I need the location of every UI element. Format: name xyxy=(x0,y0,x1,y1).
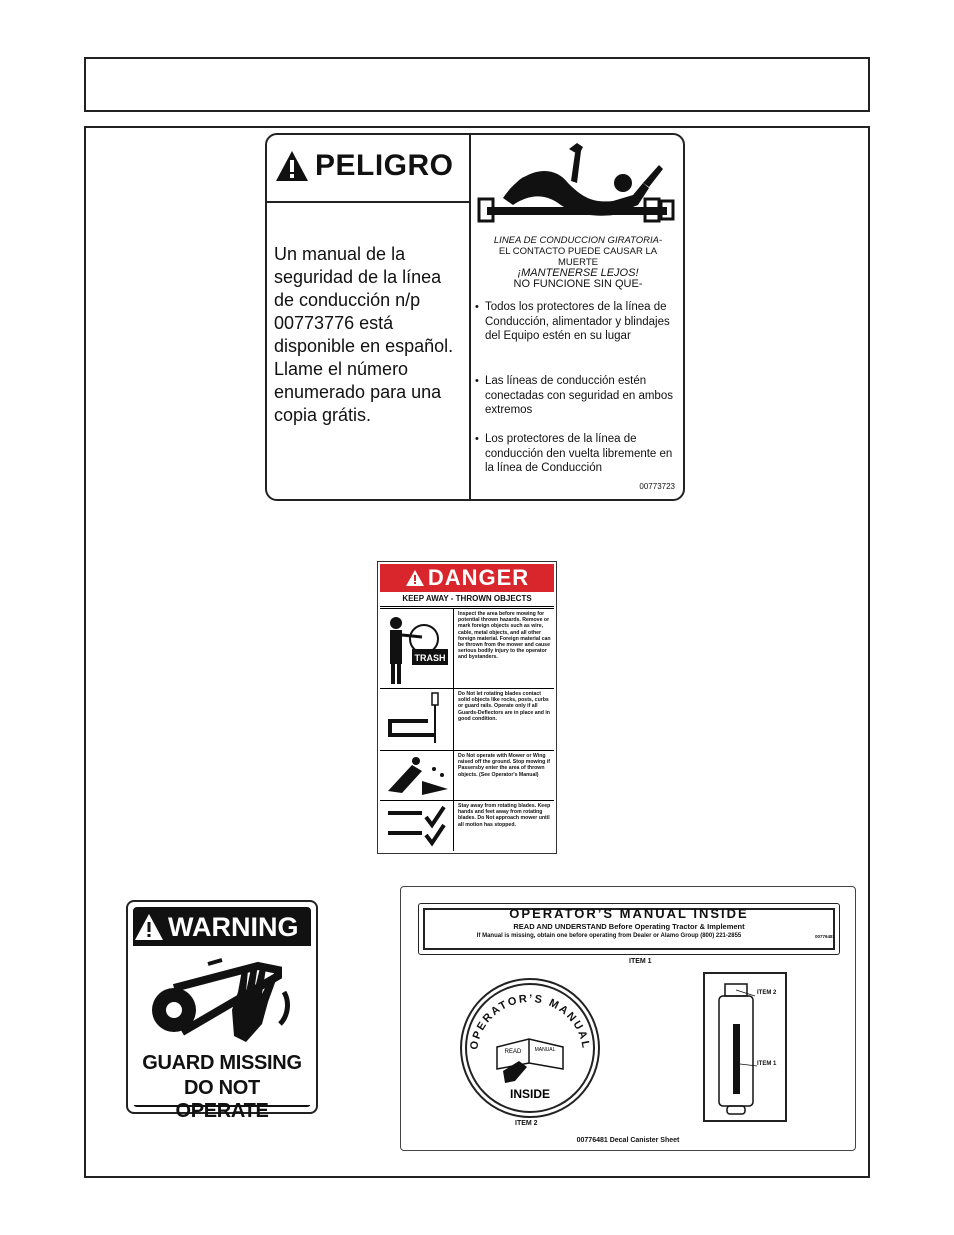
om-decal-number: 00776481 xyxy=(814,934,835,939)
peligro-title: PELIGRO xyxy=(275,149,454,183)
peligro-part-number: 00773723 xyxy=(639,482,675,491)
canister-item2-callout: ITEM 2 xyxy=(757,990,777,996)
peligro-decal xyxy=(265,133,685,501)
operators-manual-circle-icon xyxy=(459,977,601,1119)
manual-label: MANUAL xyxy=(534,1047,556,1053)
danger-row xyxy=(380,750,554,801)
driveline-entanglement-icon xyxy=(473,143,681,238)
rotating-blade-icon xyxy=(382,801,452,849)
danger-row xyxy=(380,800,554,851)
inside-label: INSIDE xyxy=(509,1087,551,1101)
danger-decal xyxy=(377,561,557,854)
header-box xyxy=(84,57,870,112)
danger-row-text: Do Not operate with Mower or Wing raised off the ground. Stop mowing if Passersby enter the area of thrown objects. (See Operator's Manual) xyxy=(458,753,550,778)
peligro-bullet: • Todos los protectores de la línea de Conducción, alimentador y blindajes del Equipo estén en su lugar xyxy=(475,301,670,342)
canister-item1-callout: ITEM 1 xyxy=(757,1061,777,1067)
warning-triangle-icon xyxy=(405,569,425,587)
om-title: OPERATOR’S MANUAL INSIDE xyxy=(509,906,749,921)
thrown-objects-icon xyxy=(382,751,452,799)
om-small-print: If Manual is missing, obtain one before operating from Dealer or Alamo Group (800) 221-2855 xyxy=(476,933,742,939)
peligro-head-line4: NO FUNCIONE SIN QUE- xyxy=(513,278,643,290)
danger-row-text: Do Not let rotating blades contact solid objects like rocks, posts, curbs or guard rails. Operate only if all Guards-Deflectors are in place and in good condition. xyxy=(458,691,550,722)
danger-row xyxy=(380,608,554,689)
canister-illustration xyxy=(703,972,787,1122)
warning-line1: GUARD MISSING xyxy=(142,1052,302,1074)
item2-label: ITEM 2 xyxy=(515,1120,538,1127)
warning-line2: DO NOT OPERATE xyxy=(175,1077,269,1122)
trash-label: TRASH xyxy=(414,653,446,663)
blade-contact-icon xyxy=(382,689,452,749)
operators-manual-decal xyxy=(418,903,840,955)
read-label: READ xyxy=(504,1049,522,1055)
peligro-head-line3: ¡MANTENERSE LEJOS! xyxy=(517,267,639,279)
circle-text: OPERATOR’S MANUAL xyxy=(468,992,592,1051)
danger-row-text: Stay away from rotating blades. Keep hands and feet away from rotating blades. Do Not approach mower until all motion has stopped. xyxy=(458,803,551,828)
peligro-head-line2: EL CONTACTO PUEDE CAUSAR LA MUERTE xyxy=(498,246,658,268)
peligro-bullet: • Los protectores de la línea de conducción den vuelta libremente en la línea de Conducción xyxy=(475,433,673,474)
danger-row xyxy=(380,688,554,751)
peligro-manual-note: Un manual de la seguridad de la línea de conducción n/p 00773776 está disponible en español. Llame el número enumerado para una copia grátis. xyxy=(274,244,454,425)
om-subtitle: READ AND UNDERSTAND Before Operating Tractor & Implement xyxy=(513,922,745,931)
warning-title: WARNING xyxy=(134,909,310,945)
item1-label: ITEM 1 xyxy=(629,958,652,965)
peligro-head-line1: LINEA DE CONDUCCION GIRATORIA- xyxy=(493,235,663,246)
trash-inspection-icon xyxy=(382,609,452,687)
belt-hand-hazard-icon xyxy=(138,952,308,1052)
danger-subtitle: KEEP AWAY - THROWN OBJECTS xyxy=(380,594,554,607)
canister-footer: 00776481 Decal Canister Sheet xyxy=(576,1137,680,1144)
danger-title: DANGER xyxy=(380,564,554,592)
danger-row-text: Inspect the area before mowing for potential thrown hazards. Remove or mark foreign objects such as wire, cable, metal objects, and all other foreign material. Foreign material can be thrown from the mower and cause serious bodily injury to the operator and bystanders. xyxy=(458,611,551,661)
warning-triangle-icon xyxy=(134,913,164,941)
warning-triangle-icon xyxy=(275,150,309,182)
canister-decal-sheet xyxy=(400,886,856,1151)
peligro-bullet: • Las líneas de conducción estén conectadas con seguridad en ambos extremos xyxy=(475,375,673,416)
warning-decal xyxy=(126,900,318,1122)
